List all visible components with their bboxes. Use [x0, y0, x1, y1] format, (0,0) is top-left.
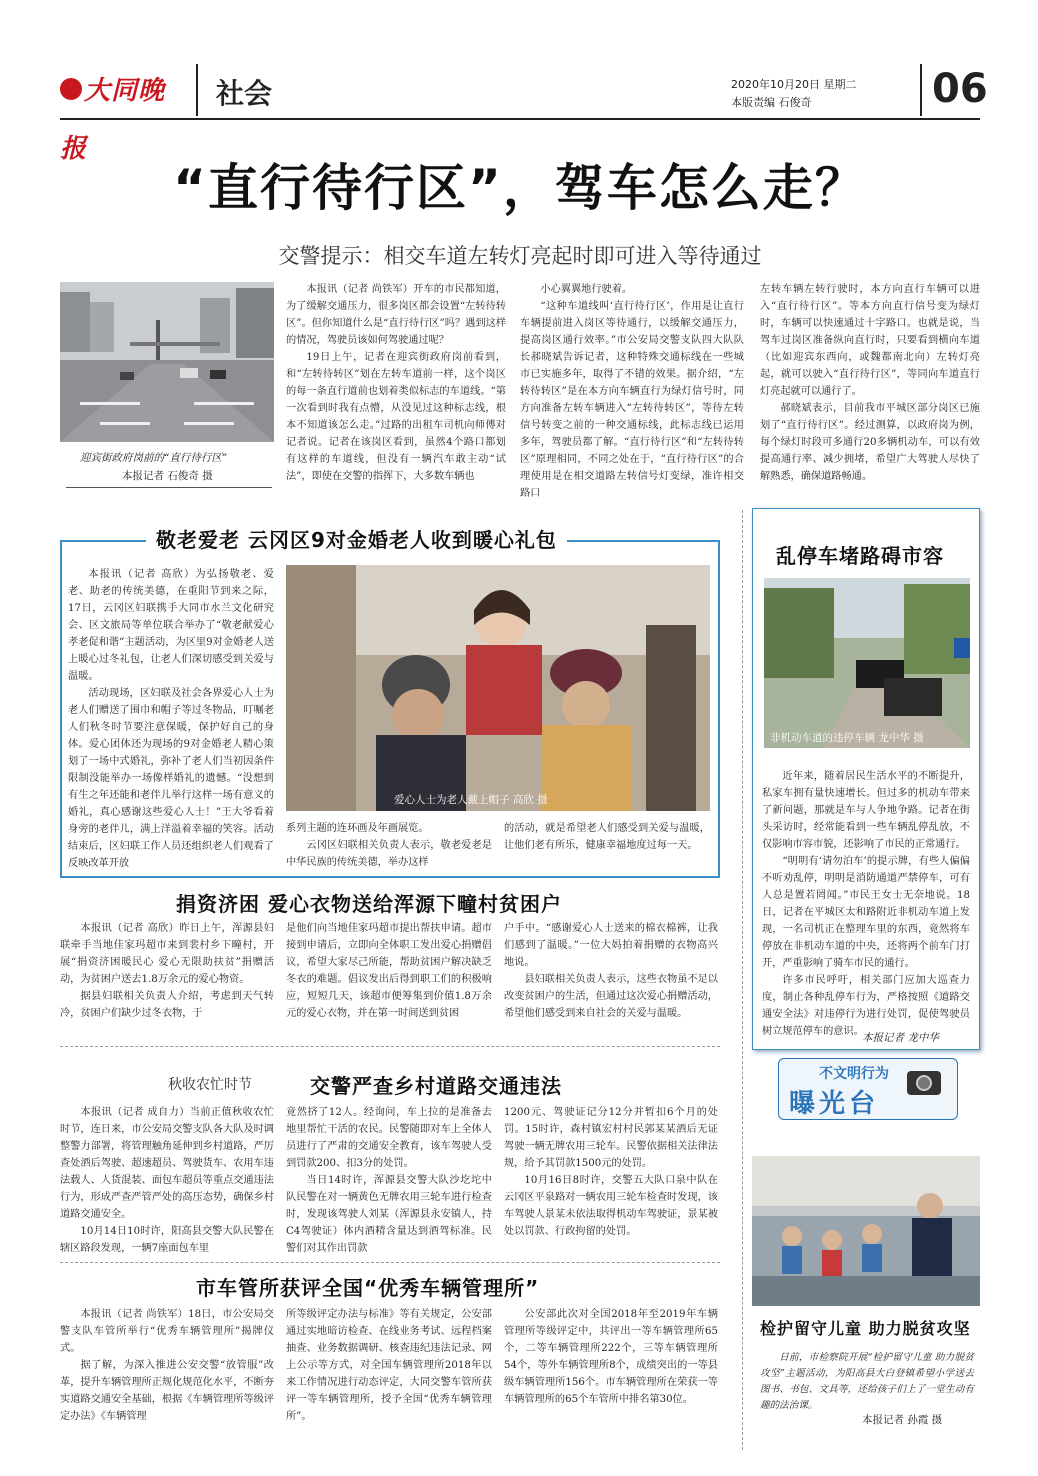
paragraph: 左转车辆左转行驶时，本方向直行车辆可以进入“直行待行区”。等本方向直行信号变为绿灯时，车辆可以快速通过十字路口。也就是说，当驾车过岗区准备纵向直行时，只要看到横向车道（比如迎宾东西向，或魏都南北向）左转灯亮起，就可以驶入“直行待行区”，等同向车道直行灯亮起就可以通行了。: [760, 284, 980, 397]
parking-article-byline: 本报记者 龙中华: [862, 1032, 939, 1044]
newspaper-logo: [60, 62, 190, 164]
masthead-divider: [196, 64, 198, 116]
main-article-col3: [760, 281, 980, 485]
paragraph: 公安部此次对全国2018年至2019年车辆管理所等级评定中，共评出一等车辆管理所65个，二等车辆管理所222个，三等车辆管理所54个，等外车辆管理所8个，成绩突出的一等县级车辆管理所156个。市车辆管理所在荣获一等车辆管理所的65个车管所中排名第30位。: [504, 1309, 718, 1405]
paragraph: 据县妇联相关负责人介绍，考虑到天气转冷，贫困户们缺少过冬衣物，于: [60, 991, 274, 1019]
poverty-article-title: 捐资济困 爱心衣物送给浑源下疃村贫困户: [176, 892, 562, 916]
intersection-photo-credit: 本报记者 石俊奇 摄: [122, 470, 213, 482]
main-article-col2: [520, 281, 744, 502]
paragraph: 本报讯（记者 尚铁军）开车的市民都知道，为了缓解交通压力，很多岗区都会设置“左转待转区”。但你知道什么是“直行待行区”吗？遇到这样的情况，驾驶员该如何驾驶通过呢？: [286, 284, 506, 346]
paragraph: 活动现场，区妇联及社会各界爱心人士为老人们赠送了围巾和帽子等过冬物品，叮嘱老人们秋冬时节要注意保暖，保护好自己的身体。爱心团体还为现场的9对金婚老人精心策划了一场中式婚礼，弥补了老人们当初因条件限制没能举办一场像样婚礼的遗憾。“没想到有生之年还能和老伴儿举行这样一场有意义的婚礼，真心感谢这些爱心人士！”王大爷看着身旁的老伴儿，满上洋溢着幸福的笑容。活动结束后，区妇联工作人员还组织老人们观看了反映改革开放: [68, 688, 274, 869]
children-photo-caption: [760, 1350, 974, 1414]
parking-photo: [764, 578, 970, 748]
main-headline: “直行待行区”，驾车怎么走？: [173, 159, 867, 217]
caption-rule: [66, 487, 272, 488]
traffic-article-kicker: 秋收农忙时节: [168, 1077, 252, 1093]
elderly-photo-caption: 爱心人士为老人戴上帽子 高欣 摄: [394, 794, 548, 806]
traffic-article-col3: [504, 1104, 718, 1240]
column-divider: [742, 510, 743, 1450]
elderly-article-col1: [68, 566, 274, 872]
main-subheadline: 交警提示：相交车道左转灯亮起时即可进入等待通过: [278, 244, 762, 268]
paragraph: 系列主题的连环画及年画展览。: [286, 823, 429, 834]
masthead-divider-right: [920, 64, 922, 116]
traffic-article-col2: [286, 1104, 492, 1257]
issue-date: 2020年10月20日 星期二: [731, 78, 857, 91]
traffic-article-title: 交警严查乡村道路交通违法: [310, 1074, 562, 1098]
page-number: 06: [932, 66, 988, 112]
main-article-col1: [286, 281, 506, 485]
dmv-article-col1: [60, 1306, 274, 1425]
paragraph: 是他们向当地佳家玛超市提出帮扶申请。超市接到申请后，立即向全体职工发出爱心捐赠倡议，希望大家尽己所能，帮助贫困户解决缺乏冬衣的难题。倡议发出后得到职工们的积极响应，短短几天，该超市便筹集到价值1.8万余元的爱心衣物，并在第一时间送到贫困: [286, 923, 492, 1019]
paragraph: “明明有‘请勿泊车’的提示牌，有些人偏偏不听劝乱停，明明是消防通道严禁停车，可有人总是置若罔闻。”市民王女士无奈地说。18日，记者在平城区太和路附近非机动车道上发现，一名司机正在整理车里的东西，竟然将车停放在非机动车道的中央，还将两个前车门打开，严重影响了骑车市民的通行。: [762, 856, 970, 969]
dmv-article-col2: [286, 1306, 492, 1425]
paragraph: 许多市民呼吁，相关部门应加大巡查力度，制止各种乱停车行为，严格按照《道路交通安全法》对违停行为进行处罚，促使驾驶员树立规范停车的意识。: [762, 975, 970, 1037]
intersection-photo: [60, 282, 274, 442]
paragraph: “这种车道线叫‘直行待行区’，作用是让直行车辆提前进入岗区等待通行，以缓解交通压力，提高岗区通行效率。”市公安局交警支队四大队队长郝晓斌告诉记者，这种特殊交通标线在一些城市已实施多年，取得了不错的效果。据介绍，“左转待转区”是在本方向车辆直行为绿灯信号时，同方向准备左转车辆进入“左转待转区”，等待左转信号转变之前的一种交通标线，此标志线已运用多年，驾驶员都了解。“直行待行区”和“左转待转区”原理相同，不同之处在于，“直行待行区”的合理使用是在相交道路左转信号灯变绿，准许相交路口: [520, 301, 744, 499]
children-photo: [752, 1156, 980, 1306]
paragraph: 19日上午，记者在迎宾街政府岗前看到，和“左转待转区”划在左转车道前一样，这个岗区的每一条直行道前也划着类似标志的车道线。“第一次看到时我有点懵，从没见过这种标志线，根本不知道该怎么走。”过路的出租车司机向师傅对记者说。记者在该岗区看到，虽然4个路口都划有这样的车道线，但没有一辆汽车敢主动“试法”，即使在交警的指挥下，大多数车辆也: [286, 352, 506, 482]
paragraph: 小心翼翼地行驶着。: [540, 284, 633, 295]
paragraph: 近年来，随着居民生活水平的不断提升，私家车拥有量快速增长。但过多的机动车带来了新问题，那就是车与人争地争路。记者在街头采访时，经常能看到一些车辆乱停乱放，不仅影响市容市貌，还影响了市民的正常通行。: [762, 771, 970, 850]
paragraph: 本报讯（记者 高欣）为弘扬敬老、爱老、助老的传统美德，在重阳节到来之际，17日，云冈区妇联携手大同市水兰文化研究会、区文旅局等单位联合举办了“敬老献爱心 孝老促和谐”主题活动，为区里9对金婚老人送上暖心过冬礼包，让老人们深切感受到关爱与温暖。: [68, 569, 274, 682]
paragraph: 本报讯（记者 尚铁军）18日，市公安局交警支队车管所举行“优秀车辆管理所”揭牌仪式。: [60, 1309, 274, 1354]
exposure-badge-bottom: 曝光台: [789, 1089, 880, 1119]
paragraph: 1200元、驾驶证记分12分并暂扣6个月的处罚。15时许，森村镇宏村村民郭某某酒后无证驾驶一辆无牌农用三轮车。民警依据相关法律法规，给予其罚款1500元的处罚。: [504, 1107, 718, 1169]
paragraph: 10月14日10时许，阳高县交警大队民警在辖区路段发现，一辆7座面包车里: [60, 1226, 274, 1254]
paragraph: 10月16日8时许，交警五大队口泉中队在云冈区平泉路对一辆农用三轮车检查时发现，该车驾驶人景某未依法取得机动车驾驶证，景某被处以罚款、行政拘留的处罚。: [504, 1175, 718, 1237]
poverty-article-col3: [504, 920, 718, 1022]
elderly-photo: [286, 565, 710, 811]
dmv-article-col3: [504, 1306, 718, 1408]
section-divider: [60, 1046, 720, 1047]
section-divider: [60, 1262, 720, 1263]
poverty-article-col1: [60, 920, 274, 1022]
camera-icon: [907, 1071, 941, 1095]
parking-photo-caption: 非机动车道的违停车辆 龙中华 摄: [770, 732, 924, 744]
section-name: 社会: [216, 77, 273, 110]
poverty-article-col2: [286, 920, 492, 1022]
elderly-article-title: 敬老爱老 云冈区9对金婚老人收到暖心礼包: [146, 524, 567, 553]
paragraph: 云冈区妇联相关负责人表示，敬老爱老是中华民族的传统美德，举办这样: [286, 840, 492, 868]
masthead-rule: [60, 118, 980, 120]
paragraph: 当日14时许，浑源县交警大队沙圪坨中队民警在对一辆黄色无牌农用三轮车进行检查时，发现该驾驶人刘某（浑源县永安镇人，持C4驾驶证）体内酒精含量达到酒驾标准。民警们对其作出罚款: [286, 1175, 492, 1254]
paragraph: 竟然挤了12人。经询问，车上拉的是准备去地里帮忙干活的农民。民警随即对车上全体人员进行了严肃的交通安全教育，该车驾驶人受到罚款200、扣3分的处罚。: [286, 1107, 492, 1169]
exposure-badge-top: 不文明行为: [819, 1066, 889, 1082]
paragraph: 日前，市检察院开展“检护留守儿童 助力脱贫攻坚”主题活动，为阳高县大白登镇希望小学送去图书、书包、文具等，还给孩子们上了一堂生动有趣的法治课。: [760, 1352, 974, 1411]
elderly-article-col2: [286, 820, 492, 871]
children-photo-credit: 本报记者 孙霞 摄: [862, 1414, 943, 1426]
parking-article-body: [762, 768, 970, 1040]
paragraph: 所等级评定办法与标准》等有关规定，公安部通过实地暗访检查、在线业务考试、远程档案抽查、业务数据调研、核查违纪违法记录、网上公示等方式，对全国车辆管理所2018年以来工作情况进行动态评定，大同交警车管所获评一等车辆管理所，授予全国“优秀车辆管理所”。: [286, 1309, 492, 1422]
paragraph: 本报讯（记者 高欣）昨日上午，浑源县妇联牵手当地佳家玛超市来到裴村乡下疃村，开展“捐资济困暖民心 爱心无限助扶贫”捐赠活动，为贫困户送去1.8万余元的爱心物资。: [60, 923, 274, 985]
parking-article-title: 乱停车堵路碍市容: [776, 544, 944, 568]
issue-editor: 本版责编 石俊奇: [731, 96, 812, 109]
paragraph: 据了解，为深入推进公安交警“放管服”改革，提升车辆管理所正规化规范化水平，不断夯实道路交通安全基础，根据《车辆管理所等级评定办法》《车辆管理: [60, 1360, 274, 1422]
intersection-photo-caption: 迎宾街政府岗前的“直行待行区”: [80, 452, 228, 464]
logo-mark-icon: [60, 78, 82, 100]
paragraph: 户手中。“感谢爱心人士送来的棉衣棉裤，让我们感到了温暖。”一位大妈拍着捐赠的衣物高兴地说。: [504, 923, 718, 968]
elderly-article-col3: [504, 820, 710, 854]
paragraph: 县妇联相关负责人表示，这些衣物虽不足以改变贫困户的生活，但通过这次爱心捐赠活动，希望他们感受到来自社会的关爱与温暖。: [504, 974, 718, 1019]
paragraph: 本报讯（记者 成自力）当前正值秋收农忙时节，连日来，市公安局交警支队各大队及时调整警力部署，将管理触角延伸到乡村道路，严厉查处酒后驾驶、超速超员、驾驶货车、农用车违法载人、人货混装、面包车超员等重点交通违法行为，形成严查严管严处的高压态势，确保乡村道路交通安全。: [60, 1107, 274, 1220]
dmv-article-title: 市车管所获评全国“优秀车辆管理所”: [196, 1276, 540, 1300]
paragraph: 郝晓斌表示，目前我市平城区部分岗区已施划了“直行待行区”。经过测算，以政府岗为例，每个绿灯时段可多通行20多辆机动车，可以有效提高通行率、减少拥堵，希望广大驾驶人尽快了解熟悉，确保道路畅通。: [760, 403, 980, 482]
exposure-badge: [778, 1058, 958, 1120]
paragraph: 的活动，就是希望老人们感受到关爱与温暖，让他们老有所乐，健康幸福地度过每一天。: [504, 823, 710, 851]
logo-text: 大同晚报: [60, 76, 166, 164]
traffic-article-col1: [60, 1104, 274, 1257]
children-photo-title: 检护留守儿童 助力脱贫攻坚: [760, 1319, 971, 1338]
